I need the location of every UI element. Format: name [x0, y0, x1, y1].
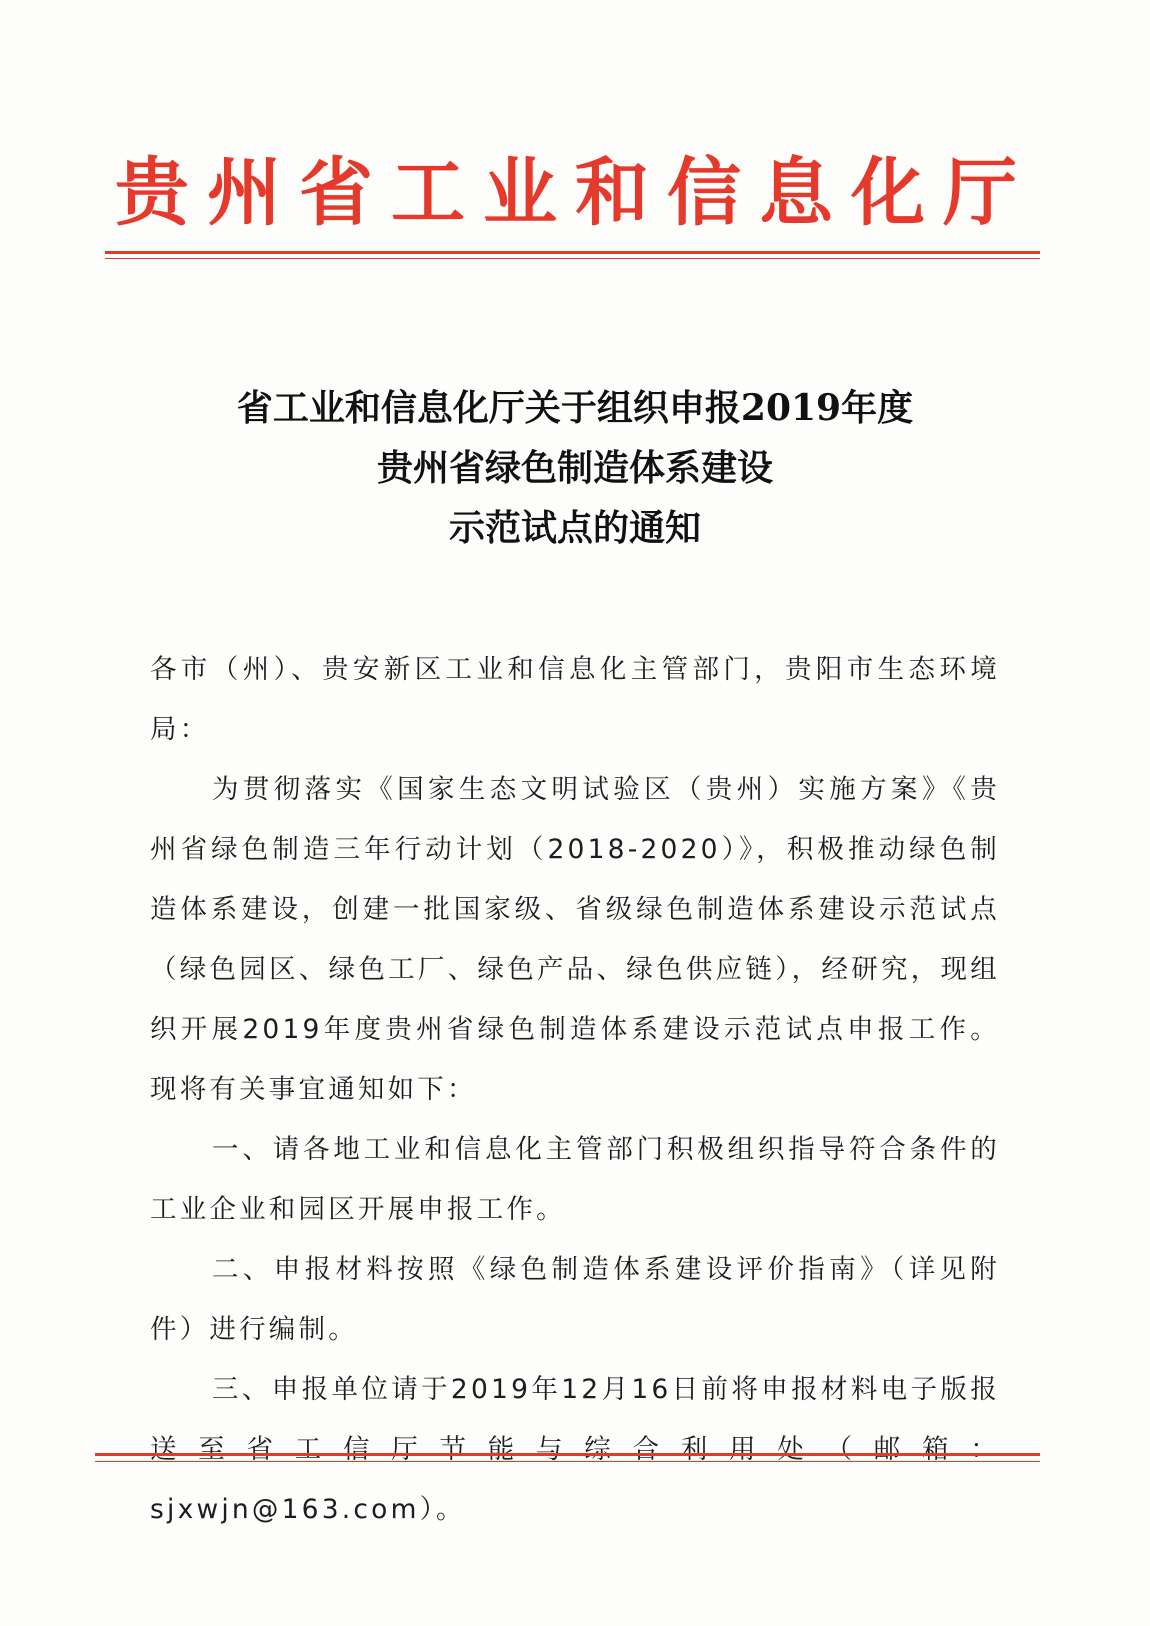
footer-rule-thin: [95, 1461, 1040, 1462]
footer-rule-thick: [95, 1453, 1040, 1456]
salutation: 各市（州）、贵安新区工业和信息化主管部门，贵阳市生态环境局：: [150, 654, 1000, 745]
document-title-line-1: 省工业和信息化厅关于组织申报2019年度: [236, 387, 914, 429]
document-body: [150, 640, 1000, 1540]
paragraph-item-3: 三、申报单位请于2019年12月16日前将申报材料电子版报送至省工信厅节能与综合利用处（邮箱：sjxwjn@163.com）。: [150, 1374, 1000, 1525]
masthead: 贵州省工业和信息化厅: [115, 150, 1035, 236]
masthead-rule-thin: [105, 258, 1040, 259]
paragraph-item-1: 一、请各地工业和信息化主管部门积极组织指导符合条件的工业企业和园区开展申报工作。: [150, 1134, 1000, 1225]
paragraph-intro: 为贯彻落实《国家生态文明试验区（贵州）实施方案》《贵州省绿色制造三年行动计划（2018-2020）》，积极推动绿色制造体系建设，创建一批国家级、省级绿色制造体系建设示范试点（绿色园区、绿色工厂、绿色产品、绿色供应链），经研究，现组织开展2019年度贵州省绿色制造体系建设示范试点申报工作。现将有关事宜通知如下：: [150, 774, 1000, 1105]
paragraph-item-2: 二、申报材料按照《绿色制造体系建设评价指南》（详见附件）进行编制。: [150, 1254, 1000, 1345]
document-title-line-2: 贵州省绿色制造体系建设: [376, 447, 773, 489]
masthead-rule-thick: [105, 251, 1040, 254]
document-title-line-3: 示范试点的通知: [448, 507, 701, 549]
